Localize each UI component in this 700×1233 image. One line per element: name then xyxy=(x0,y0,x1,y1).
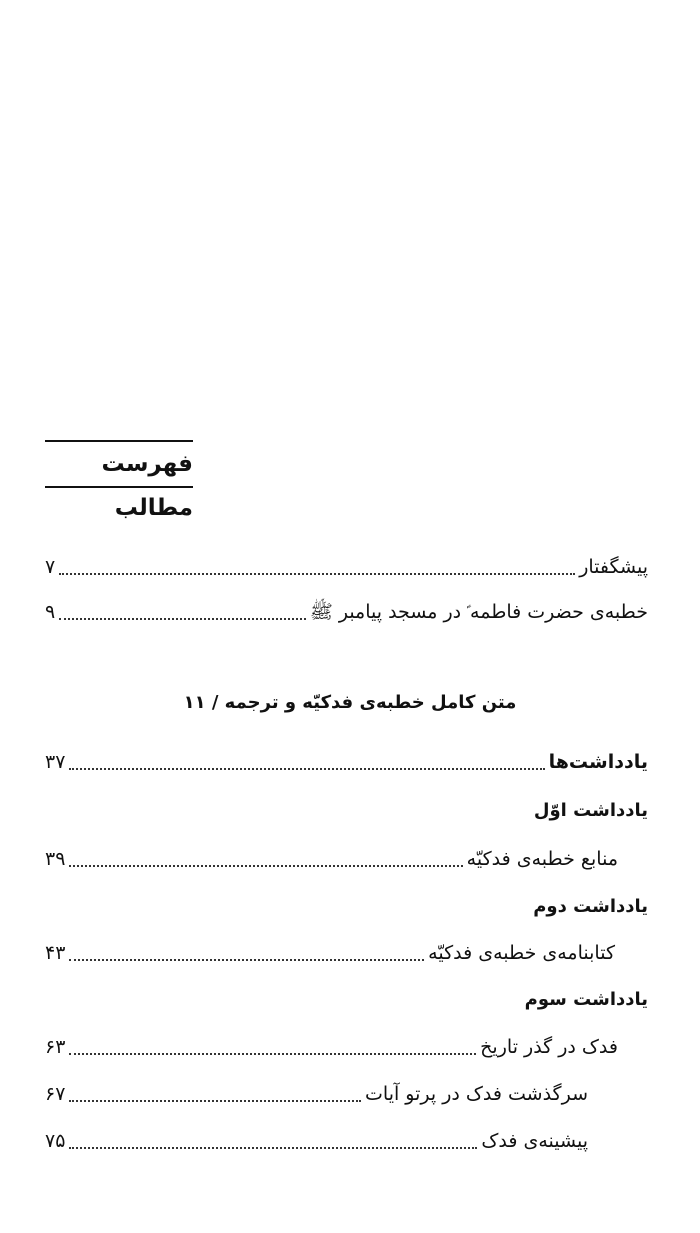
toc-entry-title: پیشینه‌ی فدک xyxy=(481,1130,588,1152)
dot-leader xyxy=(69,767,544,770)
toc-entry-page: ۴۳ xyxy=(45,942,66,964)
toc-entry-title: خطبه‌ی حضرت فاطمه ؑ در مسجد پیامبر ﷺ xyxy=(309,601,648,623)
dot-leader xyxy=(59,617,306,620)
page-title: فهرست مطالب xyxy=(45,440,193,488)
section-heading[interactable]: متن کامل خطبه‌ی فدکیّه و ترجمه / ۱۱ xyxy=(183,692,517,713)
toc-entry-page: ۳۹ xyxy=(45,848,66,870)
toc-entry-title: منابع خطبه‌ی فدکیّه xyxy=(466,848,618,870)
toc-entry-title: فدک در گذر تاریخ xyxy=(480,1036,618,1058)
note-heading: یادداشت اوّل xyxy=(533,800,648,821)
note-heading: یادداشت سوم xyxy=(524,989,648,1010)
toc-entry[interactable] xyxy=(45,1032,618,1062)
dot-leader xyxy=(69,1146,477,1149)
dot-leader xyxy=(69,1099,361,1102)
toc-entry-title: یادداشت‌ها xyxy=(548,751,648,773)
toc-entry-page: ۷ xyxy=(45,556,56,578)
note-heading: یادداشت دوم xyxy=(533,896,648,917)
dot-leader xyxy=(69,864,462,867)
toc-entry[interactable] xyxy=(45,747,648,777)
dot-leader xyxy=(59,572,575,575)
toc-entry-page: ۳۷ xyxy=(45,751,66,773)
toc-entry-title: پیشگفتار xyxy=(579,556,648,578)
toc-entry[interactable] xyxy=(45,938,615,968)
toc-entry[interactable] xyxy=(45,1126,588,1156)
toc-entry-page: ۷۵ xyxy=(45,1130,66,1152)
toc-entry[interactable] xyxy=(45,844,618,874)
toc-entry-page: ۶۷ xyxy=(45,1083,66,1105)
toc-entry[interactable] xyxy=(45,597,648,627)
toc-entry[interactable] xyxy=(45,1079,588,1109)
toc-entry-page: ۶۳ xyxy=(45,1036,66,1058)
dot-leader xyxy=(69,1052,476,1055)
toc-entry-title: کتابنامه‌ی خطبه‌ی فدکیّه xyxy=(428,942,615,964)
toc-entry-page: ۹ xyxy=(45,601,56,623)
toc-entry[interactable] xyxy=(45,552,648,582)
dot-leader xyxy=(69,958,424,961)
toc-entry-title: سرگذشت فدک در پرتو آیات xyxy=(365,1083,588,1105)
